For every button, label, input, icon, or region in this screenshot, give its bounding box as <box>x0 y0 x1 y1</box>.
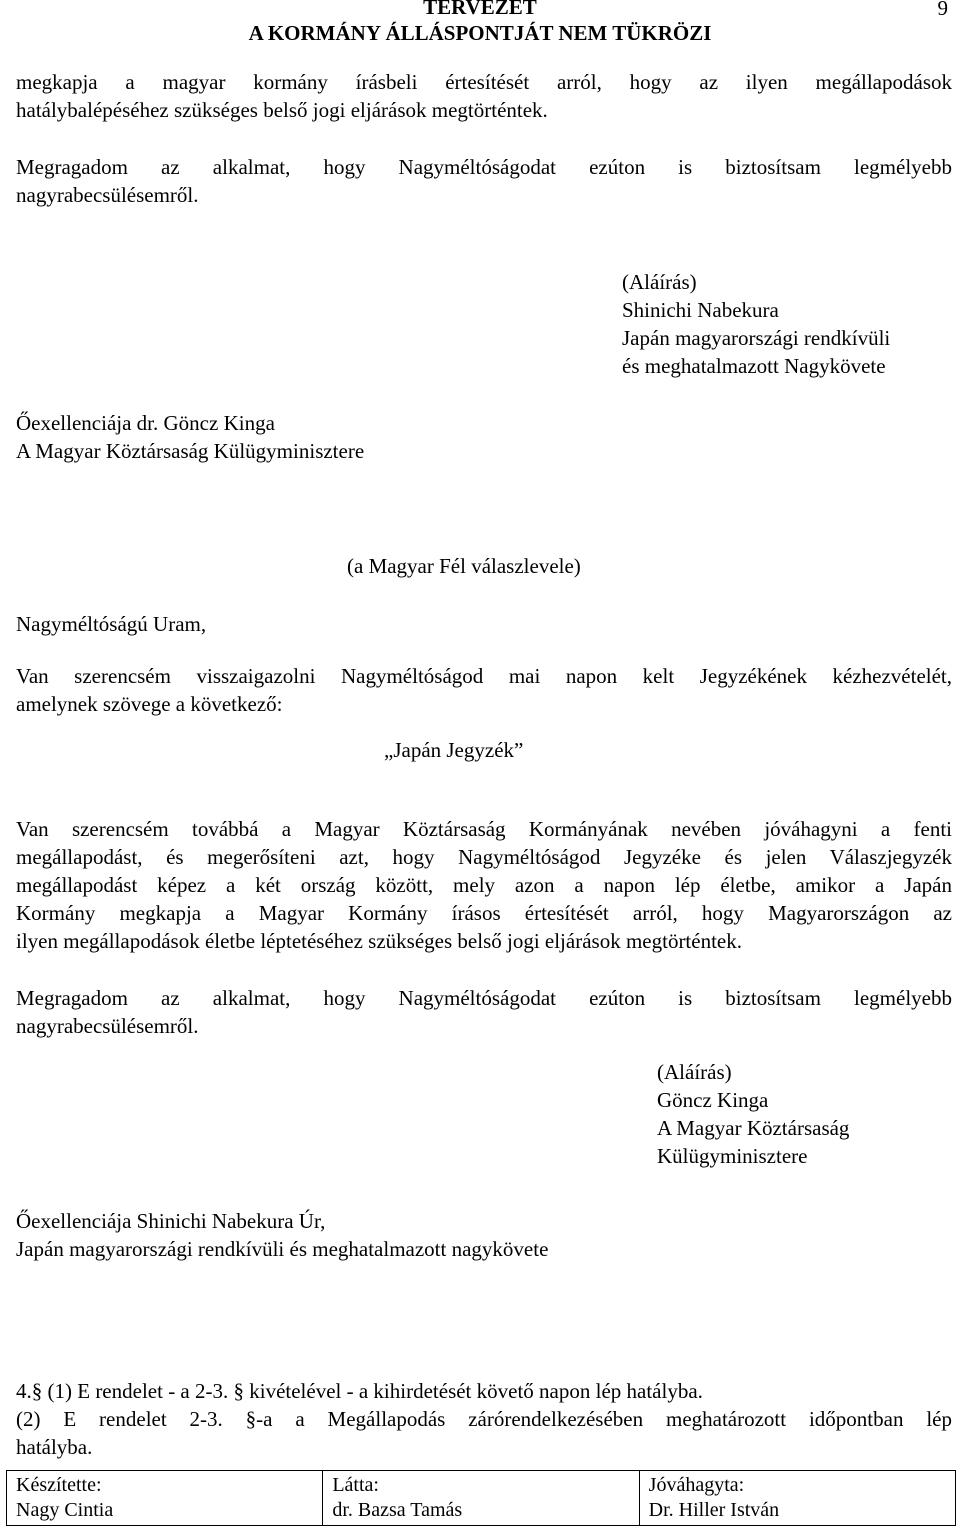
addressee-line: Őexellenciája Shinichi Nabekura Úr, <box>16 1209 326 1233</box>
addressee-line: A Magyar Köztársaság Külügyminisztere <box>16 439 365 463</box>
signature-line: (Aláírás) <box>622 270 697 294</box>
paragraph-line: Megragadom az alkalmat, hogy Nagyméltóságodat ezúton is biztosítsam legmélyebb <box>16 155 952 179</box>
paragraph-line: Van szerencsém továbbá a Magyar Köztársaság Kormányának nevében jóváhagyni a fenti <box>16 817 952 841</box>
addressee-line: Őexellenciája dr. Göncz Kinga <box>16 411 275 435</box>
signature-line: és meghatalmazott Nagykövete <box>622 354 886 378</box>
cell-name: Nagy Cintia <box>16 1499 114 1521</box>
reviewed-by-cell <box>323 1471 639 1526</box>
paragraph-line: Van szerencsém visszaigazolni Nagyméltóságod mai napon kelt Jegyzékének kézhezvételét, <box>16 664 952 688</box>
header-draft-label: TERVEZET <box>423 0 537 19</box>
section-line: (2) E rendelet 2-3. §-a a Megállapodás zárórendelkezésében meghatározott időpontban lép <box>16 1407 952 1431</box>
letter1-paragraph-2 <box>16 153 952 209</box>
section-line: hatályba. <box>16 1435 93 1459</box>
paragraph-line: Megragadom az alkalmat, hogy Nagyméltóságodat ezúton is biztosítsam legmélyebb <box>16 986 952 1010</box>
paragraph-line: Kormány megkapja a Magyar Kormány írásos értesítését arról, hogy Magyarországon az <box>16 901 952 925</box>
letter2-signature-block <box>657 1058 849 1170</box>
letter2-addressee <box>16 1207 548 1263</box>
paragraph-line: hatálybalépéséhez szükséges belső jogi eljárások megtörténtek. <box>16 98 548 122</box>
letter2-paragraph-2 <box>16 815 952 955</box>
paragraph-line: nagyrabecsülésemről. <box>16 183 199 207</box>
signature-line: Külügyminisztere <box>657 1144 808 1168</box>
reply-letter-title: (a Magyar Fél válaszlevele) <box>347 554 581 578</box>
draft-header <box>0 0 960 46</box>
cell-name: Dr. Hiller István <box>648 1499 780 1521</box>
table-row <box>7 1471 956 1526</box>
signature-line: Shinichi Nabekura <box>622 298 779 322</box>
paragraph-line: megkapja a magyar kormány írásbeli értesítését arról, hogy az ilyen megállapodások <box>16 70 952 94</box>
paragraph-line: nagyrabecsülésemről. <box>16 1014 199 1038</box>
section-line: 4.§ (1) E rendelet - a 2-3. § kivételével - a kihirdetését követő napon lép hatályba. <box>16 1379 703 1403</box>
paragraph-line: ilyen megállapodások életbe léptetéséhez szükséges belső jogi eljárások megtörténtek. <box>16 929 742 953</box>
header-disclaimer: A KORMÁNY ÁLLÁSPONTJÁT NEM TÜKRÖZI <box>248 21 712 45</box>
approval-table <box>6 1470 956 1526</box>
signature-line: (Aláírás) <box>657 1060 732 1084</box>
addressee-line: Japán magyarországi rendkívüli és meghatalmazott nagykövete <box>16 1237 549 1261</box>
salutation: Nagyméltóságú Uram, <box>16 612 207 636</box>
paragraph-line: megállapodást képez a két ország között, mely azon a napon lép életbe, amikor a Japán <box>16 873 952 897</box>
signature-line: Japán magyarországi rendkívüli <box>622 326 891 350</box>
approved-by-cell <box>639 1471 955 1526</box>
letter1-addressee <box>16 409 364 465</box>
letter2-paragraph-1 <box>16 662 952 718</box>
section-4 <box>16 1377 952 1461</box>
letter2-paragraph-3 <box>16 984 952 1040</box>
letter1-signature-block <box>622 268 890 380</box>
page-number: 9 <box>937 0 948 20</box>
paragraph-line: megállapodást, és megerősíteni azt, hogy Nagyméltóságod Jegyzéke és jelen Válaszjegyzék <box>16 845 952 869</box>
prepared-by-cell <box>7 1471 323 1526</box>
signature-line: Göncz Kinga <box>657 1088 769 1112</box>
paragraph-line: amelynek szövege a következő: <box>16 692 283 716</box>
cell-label: Látta: <box>332 1474 379 1496</box>
japanese-note-quote: „Japán Jegyzék” <box>384 738 524 762</box>
letter1-paragraph-1 <box>16 68 952 124</box>
cell-label: Készítette: <box>16 1474 102 1496</box>
cell-name: dr. Bazsa Tamás <box>332 1499 463 1521</box>
signature-line: A Magyar Köztársaság <box>657 1116 850 1140</box>
cell-label: Jóváhagyta: <box>648 1474 745 1496</box>
